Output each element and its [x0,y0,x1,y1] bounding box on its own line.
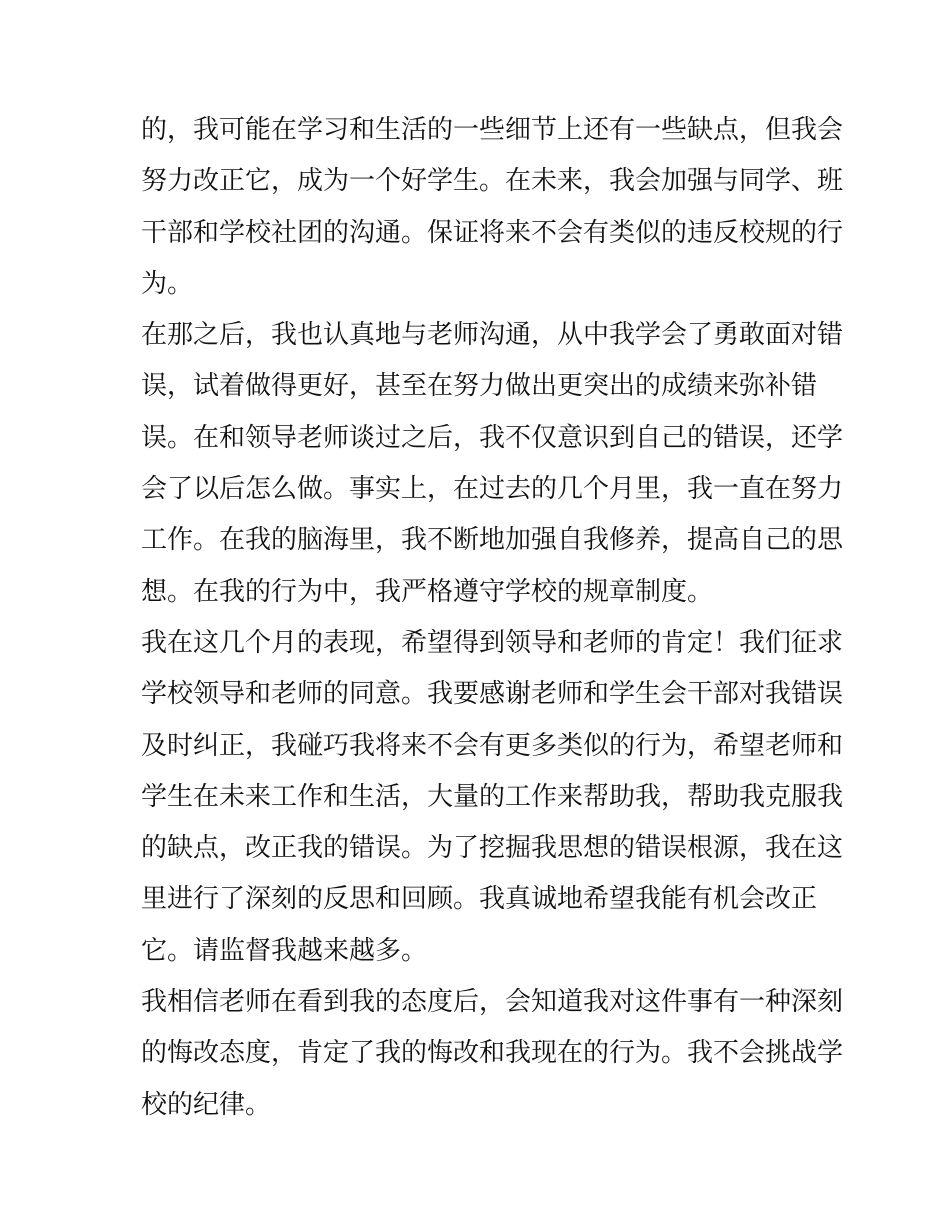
paragraph-line: 学校领导和老师的同意。我要感谢老师和学生会干部对我错误 [141,679,844,710]
paragraph-line: 努力改正它，成为一个好学生。在未来，我会加强与同学、班 [141,166,844,197]
paragraph-line: 它。请监督我越来越多。 [141,935,428,966]
paragraph-line: 的缺点，改正我的错误。为了挖掘我思想的错误根源，我在这 [141,833,844,864]
paragraph-line: 我相信老师在看到我的态度后，会知道我对这件事有一种深刻 [141,987,844,1018]
paragraph-line: 会了以后怎么做。事实上，在过去的几个月里，我一直在努力 [141,474,844,505]
paragraph-line: 干部和学校社团的沟通。保证将来不会有类似的违反校规的行 [141,217,844,248]
paragraph-2 [141,310,844,618]
paragraph-line: 学生在未来工作和生活，大量的工作来帮助我，帮助我克服我 [141,781,844,812]
paragraph-line: 想。在我的行为中，我严格遵守学校的规章制度。 [141,576,714,607]
paragraph-line: 误，试着做得更好，甚至在努力做出更突出的成绩来弥补错 [141,371,818,402]
paragraph-line: 及时纠正，我碰巧我将来不会有更多类似的行为，希望老师和 [141,730,844,761]
paragraph-line: 在那之后，我也认真地与老师沟通，从中我学会了勇敢面对错 [141,320,844,351]
paragraph-4 [141,977,844,1131]
paragraph-line: 为。 [141,268,194,299]
paragraph-line: 里进行了深刻的反思和回顾。我真诚地希望我能有机会改正 [141,884,818,915]
paragraph-3 [141,618,844,977]
paragraph-line: 校的纪律。 [141,1089,272,1120]
document-body [141,105,844,1131]
paragraph-1 [141,105,844,310]
paragraph-line: 我在这几个月的表现，希望得到领导和老师的肯定！我们征求 [141,627,844,658]
paragraph-line: 工作。在我的脑海里，我不断地加强自我修养，提高自己的思 [141,525,844,556]
paragraph-line: 误。在和领导老师谈过之后，我不仅意识到自己的错误，还学 [141,422,844,453]
paragraph-line: 的悔改态度，肯定了我的悔改和我现在的行为。我不会挑战学 [141,1038,844,1069]
paragraph-line: 的，我可能在学习和生活的一些细节上还有一些缺点，但我会 [141,115,844,145]
